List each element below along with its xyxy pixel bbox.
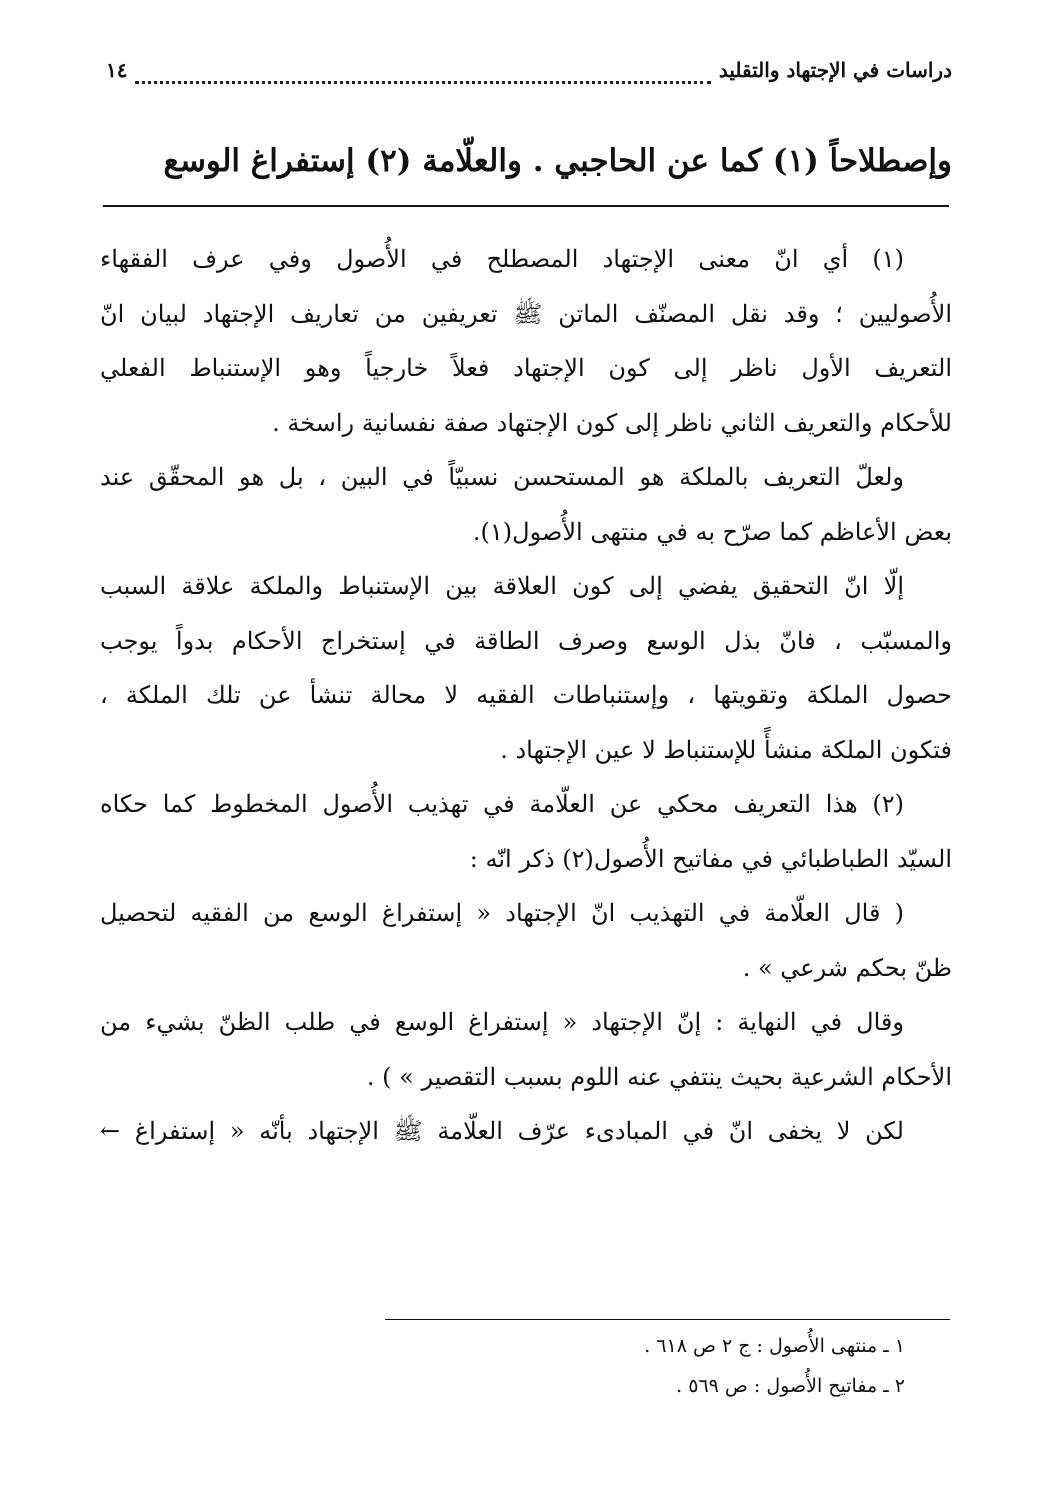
note-line: ظنّ بحكم شرعي » . <box>742 953 952 982</box>
note-line: بعض الأعاظم كما صرّح به في منتهى الأُصول(١). <box>472 517 952 546</box>
footnotes <box>400 1326 905 1406</box>
note-line: (٢) هذا التعريف محكي عن العلّامة في تهذيب الأُصول المخطوط كما حكاه <box>100 790 904 818</box>
running-header <box>100 58 952 94</box>
note-line: حصول الملكة وتقويتها ، وإستنباطات الفقيه لا محالة تنشأ عن تلك الملكة ، <box>100 681 952 709</box>
footnote-item: ١ ـ منتهى الأُصول : ج ٢ ص ٦١٨ . <box>644 1335 905 1357</box>
note-line: ( قال العلّامة في التهذيب انّ الإجتهاد « إستفراغ الوسع من الفقيه لتحصيل <box>100 899 904 927</box>
page-number: ١٤ <box>106 58 128 82</box>
note-line: وقال في النهاية : إنّ الإجتهاد « إستفراغ الوسع في طلب الظنّ بشيء من <box>100 1008 904 1036</box>
note-line: والمسبّب ، فانّ بذل الوسع وصرف الطاقة في إستخراج الأحكام بدواً يوجب <box>100 626 952 655</box>
note-line: لكن لا يخفى انّ في المبادىء عرّف العلّامة ﷺ الإجتهاد بأنّه « إستفراغ ← <box>100 1117 904 1145</box>
main-text-line: وإصطلاحاً (١) كما عن الحاجبي . والعلّامة (٢) إستفراغ الوسع <box>163 143 952 179</box>
note-line: الأحكام الشرعية بحيث ينتفي عنه اللوم بسبب التقصير » ) . <box>366 1062 952 1091</box>
note-line: الأُصوليين ؛ وقد نقل المصنّف الماتن ﷺ تعريفين من تعاريف الإجتهاد لبيان انّ <box>100 299 952 328</box>
footnote-rule <box>385 1319 950 1320</box>
note-line: (١) أي انّ معنى الإجتهاد المصطلح في الأُصول وفي عرف الفقهاء <box>100 245 904 273</box>
note-line: ولعلّ التعريف بالملكة هو المستحسن نسبيّاً في البين ، بل هو المحقّق عند <box>100 463 904 491</box>
footnote-item: ٢ ـ مفاتيح الأُصول : ص ٥٦٩ . <box>676 1375 905 1397</box>
header-dot-leader <box>135 81 710 84</box>
note-line: إلّا انّ التحقيق يفضي إلى كون العلاقة بين الإستنباط والملكة علاقة السبب <box>100 572 904 600</box>
commentary-notes <box>100 232 952 1159</box>
note-line: فتكون الملكة منشأً للإستنباط لا عين الإجتهاد . <box>500 735 952 764</box>
header-title: دراسات في الإجتهاد والتقليد <box>718 58 952 82</box>
note-line: السيّد الطباطبائي في مفاتيح الأُصول(٢) ذكر انّه : <box>469 844 952 873</box>
note-line: للأحكام والتعريف الثاني ناظر إلى كون الإجتهاد صفة نفسانية راسخة . <box>272 408 952 437</box>
main-text-divider <box>103 205 949 207</box>
note-line: التعريف الأول ناظر إلى كون الإجتهاد فعلاً خارجياً وهو الإستنباط الفعلي <box>100 354 952 382</box>
